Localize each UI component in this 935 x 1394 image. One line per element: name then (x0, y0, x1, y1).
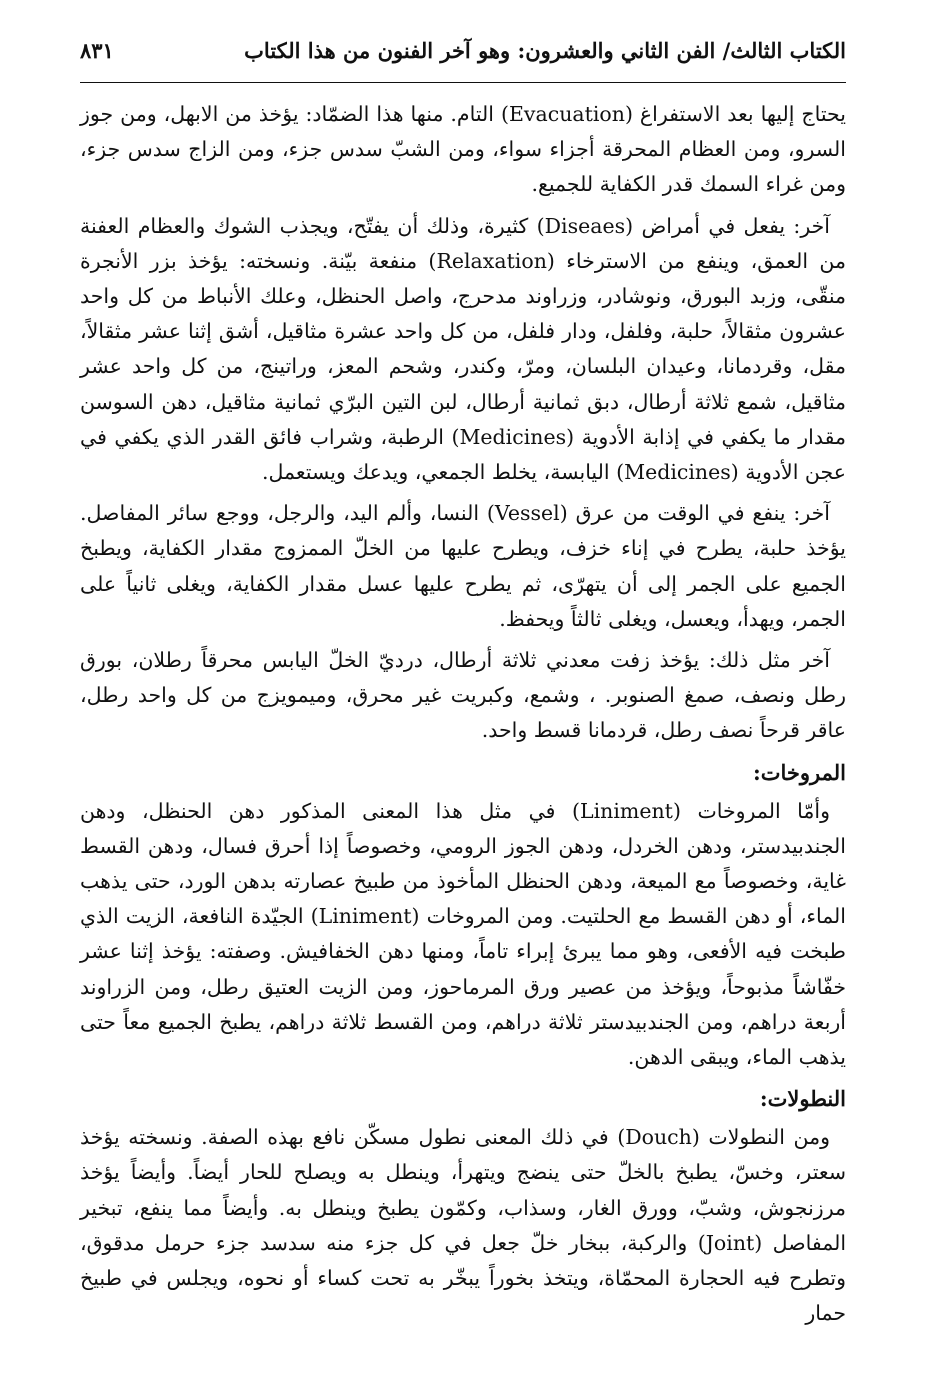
paragraph-douches: ومن النطولات (Douch) في ذلك المعنى نطول مسكّن نافع بهذه الصفة. ونسخته يؤخذ سعتر، وخسّ، يطبخ بالخلّ حتى ينضج ويتهرأ، وينطل به ويصلح للحار أيضاً. وأيضاً يؤخذ مرزنجوش، وشبّ، وورق الغار، وسذاب، وكمّون يطبخ وينطل به. وأيضاً مما ينفع، تبخير المفاصل (Joint) والركبة، ببخار خلّ جعل في كل جزء منه سدسد جزء حرمل مدقوق، وتطرح فيه الحجارة المحمّاة، ويتخذ بخوراً يبخّر به تحت كساء أو نحوه، ويجلس في طبيخ حمار (80, 1125, 847, 1326)
section-heading-douches: النطولات: (759, 1086, 846, 1112)
paragraph-recipe-diseases: آخر: يفعل في أمراض (Diseaes) كثيرة، وذلك أن يفتّح، ويجذب الشوك والعظام العفنة من العمق، وينفع من الاسترخاء (Relaxation) منفعة بيّنة. ونسخته: يؤخذ بزر الأنجرة منقّى، وزبد البورق، ونوشادر، وزراوند مدحرج، واصل الحنظل، وعلك الأنباط من كل واحد عشرون مثقالاً، حلبة، وفلفل، ودار فلفل، من كل واحد عشرة مثاقيل، أشق إثنا عشر مثقالاً، مقل، وقردمانا، وعيدان البلسان، ومرّ، وكندر، وشحم المعز، وراتينج، من كل واحد عشر مثاقيل، شمع ثلاثة أرطال، دبق ثمانية أرطال، لبن التين البرّي ثمانية مثاقيل، دهن السوسن مقدار ما يكفي في إذابة الأدوية (Medicines) الرطبة، وشراب فائق القدر الذي يكفي في عجن الأدوية (Medicines) اليابسة، يخلط الجمعي، ويدعك ويستعمل. (80, 213, 846, 485)
paragraph-liniments: وأمّا المروخات (Liniment) في مثل هذا المعنى المذكور دهن الحنظل، ودهن الجندبيدستر، ودهن الخردل، ودهن الجوز الرومي، وخصوصاً إذا أحرق فسال، ودهن القسط غاية، وخصوصاً مع الميعة، ودهن الحنظل المأخوذ من طبيخ عصارته بدهن الورد، حتى يذهب الماء، أو دهن القسط مع الحلتيت. ومن المروخات (Liniment) الجيّدة النافعة، الزيت الذي طبخت فيه الأفعى، وهو مما يبرئ إبراء تاماً، ومنها دهن الخفافيش. وصفته: يؤخذ إثنا عشر خفّاشاً مذبوحاً، ويؤخذ من عصير ورق المرماحوز، ومن الزيت العتيق رطل، ومن الزراوند أربعة دراهم، ومن الجندبيدستر ثلاثة دراهم، ومن القسط ثلاثة دراهم، يطبخ الجميع معاً حتى يذهب الماء، ويبقى الدهن. (80, 798, 847, 1070)
section-heading-liniments: المروخات: (752, 759, 846, 785)
paragraph-recipe-sciatica: آخر: ينفع في الوقت من عرق (Vessel) النسا، وألم اليد، والرجل، ووجع سائر المفاصل. يؤخذ حلبة، يطرح في إناء خزف، ويطرح عليها من الخلّ الممزوج مقدار الكفاية، ويطبخ الجميع على الجمر إلى أن يتهرّى، ثم يطرح عليها عسل مقدار الكفاية، ويغلى ثانياً على الجمر، ويهدأ، ويعسل، ويغلى ثالثاً ويحفظ. (80, 501, 846, 631)
paragraph-continued: يحتاج إليها بعد الاستفراغ (Evacuation) التام. منها هذا الضمّاد: يؤخذ من الابهل، ومن جوز السرو، ومن العظام المحرقة أجزاء سواء، ومن الشبّ سدس جزء، ومن الزاج سدس جزء، ومن غراء السمك قدر الكفاية للجميع. (80, 102, 846, 197)
page-header (80, 38, 846, 83)
page-number: ٨٣١ (80, 38, 114, 63)
book-page (80, 38, 846, 1338)
paragraph-recipe-similar: آخر مثل ذلك: يؤخذ زفت معدني ثلاثة أرطال، درديّ الخلّ اليابس محرقاً رطلان، بورق رطل ونصف، صمغ الصنوبر. ، وشمع، وكبريت غير محرق، وميمويزج من كل واحد رطل، عاقر قرحاً نصف رطل، قردمانا قسط واحد. (80, 648, 846, 743)
running-title: الكتاب الثالث/ الفن الثاني والعشرون: وهو آخر الفنون من هذا الكتاب (244, 38, 846, 63)
